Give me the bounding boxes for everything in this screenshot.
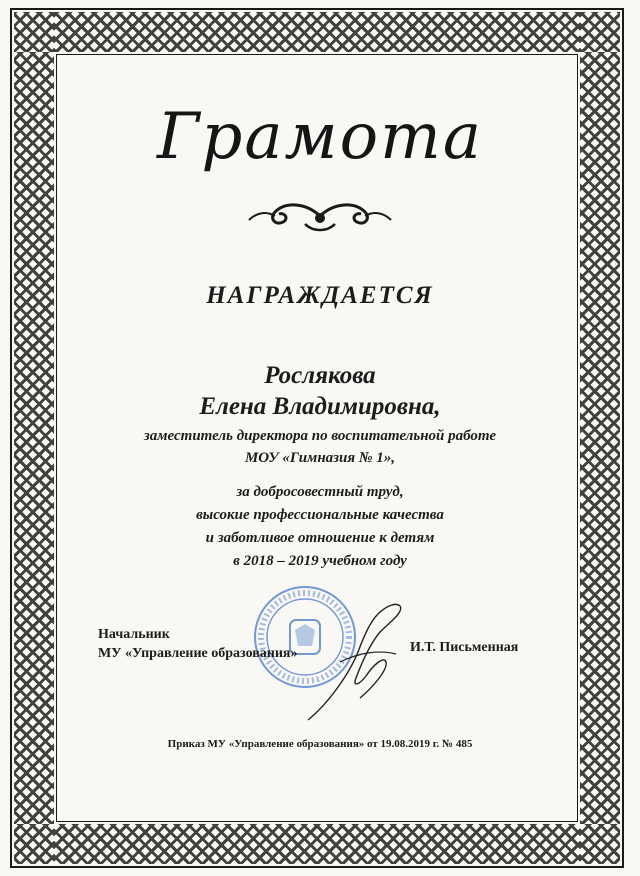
position-line-2: МОУ «Гимназия № 1», bbox=[244, 450, 396, 466]
certificate-title: Грамота bbox=[157, 100, 483, 174]
signatory-title bbox=[98, 625, 298, 663]
recipient-given-names: Елена Владимировна, bbox=[199, 393, 441, 420]
signatory-role-line-2: МУ «Управление образования» bbox=[98, 646, 298, 661]
reason-line-1: за добросовестный труд, bbox=[236, 484, 404, 500]
handwritten-signature bbox=[300, 592, 410, 727]
reason-line-4: в 2018 – 2019 учебном году bbox=[233, 553, 407, 569]
flourish-ornament-icon bbox=[245, 198, 395, 234]
position-line-1: заместитель директора по воспитательной работе bbox=[143, 428, 497, 444]
signatory-name: И.Т. Письменная bbox=[410, 640, 519, 655]
signatory-role-line-1: Начальник bbox=[98, 627, 170, 642]
reason-line-3: и заботливое отношение к детям bbox=[205, 530, 435, 546]
awarded-heading: НАГРАЖДАЕТСЯ bbox=[206, 282, 434, 309]
order-reference: Приказ МУ «Управление образования» от 19.08.2019 г. № 485 bbox=[167, 738, 473, 750]
reason-line-2: высокие профессиональные качества bbox=[196, 507, 444, 523]
recipient-surname: Рослякова bbox=[264, 362, 376, 389]
